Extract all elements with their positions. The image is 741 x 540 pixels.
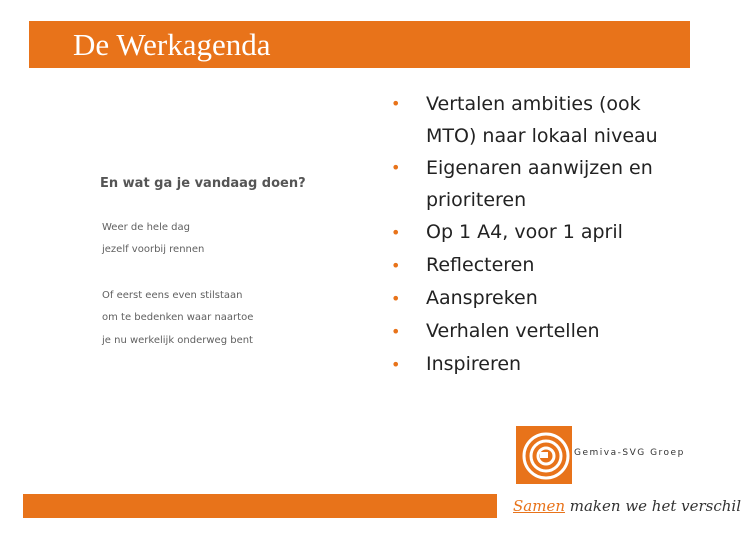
- bullet-icon: •: [391, 223, 401, 242]
- quote-heading: En wat ga je vandaag doen?: [100, 176, 306, 191]
- bullet-text: Verhalen vertellen: [426, 320, 600, 342]
- bullet-text: Inspireren: [426, 353, 522, 375]
- footer-slogan: [513, 494, 741, 518]
- quote-line: Weer de hele dag: [102, 222, 190, 233]
- list-item: [388, 348, 688, 381]
- quote-line: om te bedenken waar naartoe: [102, 312, 254, 323]
- title-bar: [29, 21, 690, 68]
- bullet-icon: •: [391, 289, 401, 308]
- bullet-icon: •: [391, 322, 401, 341]
- list-item: [388, 249, 688, 282]
- slogan-part-1: Samen: [513, 497, 565, 515]
- list-item: [388, 216, 688, 249]
- quote-line: je nu werkelijk onderweg bent: [102, 335, 253, 346]
- bullet-text: Reflecteren: [426, 254, 535, 276]
- bullet-text: Vertalen ambities (ook MTO) naar lokaal niveau: [426, 93, 658, 147]
- slogan-part-2: maken we het verschil: [569, 497, 741, 515]
- quote-line: Of eerst eens even stilstaan: [102, 290, 243, 301]
- bullet-icon: •: [391, 256, 401, 275]
- quote-image: [100, 176, 350, 356]
- bullet-icon: •: [391, 355, 401, 374]
- slide-title: De Werkagenda: [73, 27, 271, 62]
- bullet-text: Op 1 A4, voor 1 april: [426, 221, 623, 243]
- bullet-icon: •: [391, 94, 401, 113]
- agenda-bullet-list: [388, 88, 688, 381]
- spiral-logo-icon: [516, 426, 572, 484]
- list-item: [388, 88, 688, 152]
- logo-wordmark: Gemiva-SVG Groep: [574, 448, 685, 458]
- list-item: [388, 282, 688, 315]
- bullet-icon: •: [391, 158, 401, 177]
- gemiva-logo: [516, 426, 686, 486]
- bullet-text: Eigenaren aanwijzen en prioriteren: [426, 157, 653, 211]
- list-item: [388, 315, 688, 348]
- quote-line: jezelf voorbij rennen: [102, 244, 205, 255]
- list-item: [388, 152, 688, 216]
- bullet-text: Aanspreken: [426, 287, 538, 309]
